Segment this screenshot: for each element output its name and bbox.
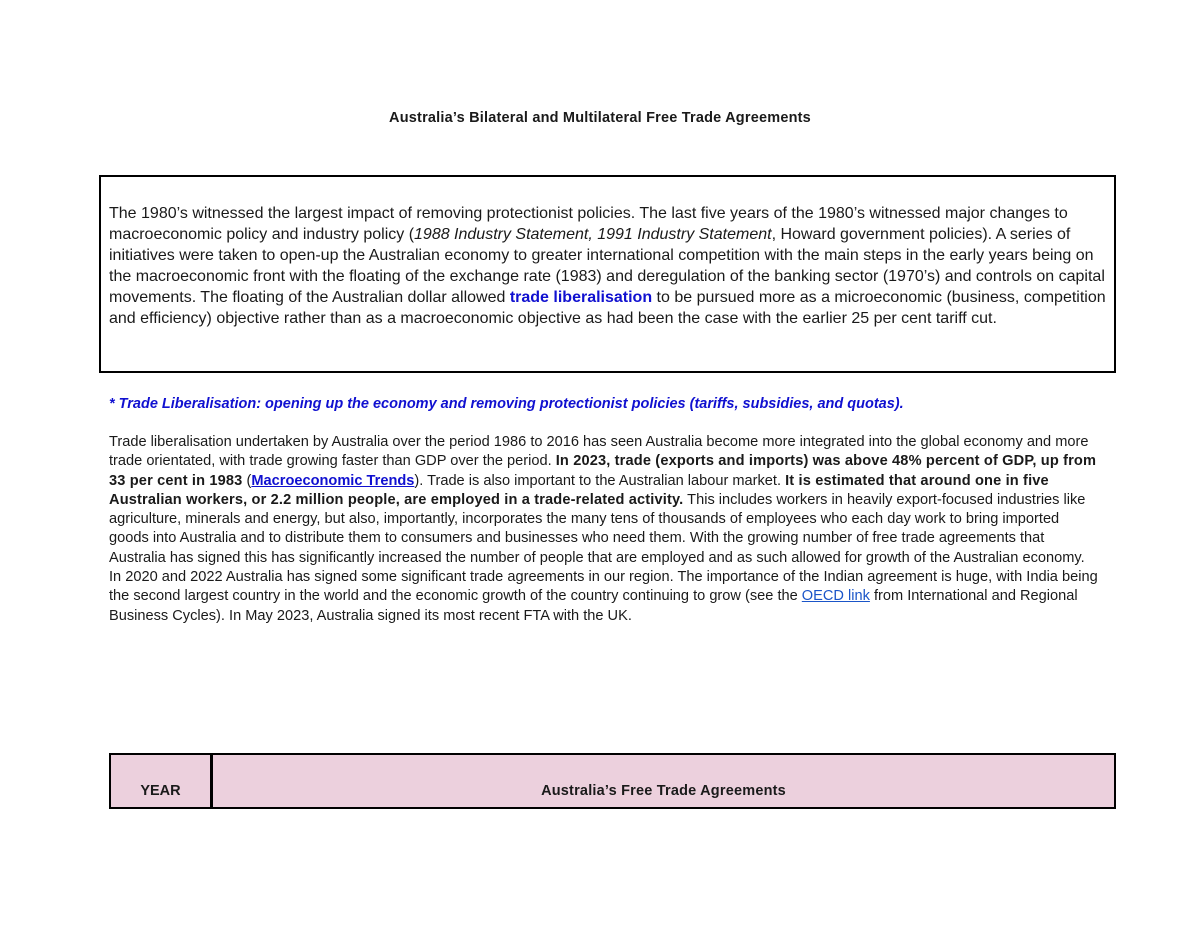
intro-text-continued: , Howard government policies). A series of initiatives were taken to open-up the Australian economy to greater international competition with the main steps in the early years being on the macroeconomic front with the floating of the exchange rate (1983) and deregulation of the banking sector (1970’s) and controls on capital movements. The floating of the Australian dollar allowed [109,226,1105,306]
body-text: This includes workers in heavily export-focused industries like agriculture, minerals and energy, but also, importantly, incorporates the many tens of thousands of employees who each day work to bring imported goods into Australia and to distribute them to consumers and businesses who need them. With the growing number of free trade agreements that Australia has signed this has significantly increased the number of people that are employed and as such allowed for growth of the Australian economy. In 2020 and 2022 Australia has signed some significant trade agreements in our region. The importance of the Indian agreement is huge, with India being the second largest country in the world and the economic growth of the country continuing to grow (see the [109,491,1098,605]
body-text: from International and Regional Business Cycles). In May 2023, Australia signed its most recent FTA with the UK. [109,588,1078,624]
intro-text-end: to be pursued more as a microeconomic (business, competition and efficiency) objective rather than as a macroeconomic objective as had been the case with the earlier 25 per cent tariff cut. [109,289,1106,327]
intro-italic-statements: 1988 Industry Statement, 1991 Industry Statement [414,226,772,243]
oecd-link[interactable]: OECD link [801,588,870,605]
fta-column-header: Australia’s Free Trade Agreements [541,783,786,799]
body-text: ( [242,472,252,489]
fta-table-header [109,753,1116,809]
trade-liberalisation-highlight: trade liberalisation [509,289,653,306]
employment-statistic: It is estimated that around one in five Australian workers, or 2.2 million people, are employed in a trade-related activity. [109,472,1049,508]
macroeconomic-trends-link[interactable]: Macroeconomic Trends [251,472,415,489]
trade-gdp-statistic: In 2023, trade (exports and imports) was above 48% percent of GDP, up from 33 per cent in 1983 [109,453,1097,489]
document-title: Australia’s Bilateral and Multilateral Free Trade Agreements [389,110,811,126]
body-text: Trade liberalisation undertaken by Australia over the period 1986 to 2016 has seen Australia become more integrated into the global economy and more trade orientated, with trade growing faster than GDP over the period. [109,434,1089,470]
intro-text: The 1980’s witnessed the largest impact of removing protectionist policies. The last five years of the 1980’s witnessed major changes to macroeconomic policy and industry policy ( [109,205,1068,243]
body-text: ). Trade is also important to the Australian labour market. [414,472,786,489]
trade-liberalisation-definition: * Trade Liberalisation: opening up the economy and removing protectionist policies (tariffs, subsidies, and quotas). [109,396,904,412]
intro-text-box [99,175,1116,373]
year-column-header: YEAR [111,755,213,807]
body-paragraph [109,433,1099,626]
